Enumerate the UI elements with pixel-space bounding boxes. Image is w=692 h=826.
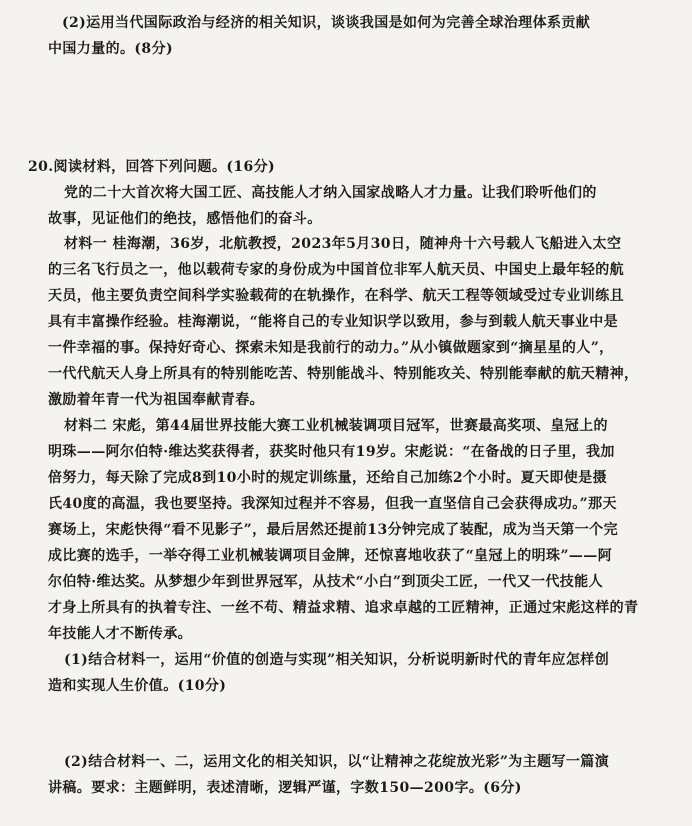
material2-line: 材料二 宋彪，第44届世界技能大赛工业机械装调项目冠军，世赛最高奖项、皇冠上的	[64, 418, 608, 434]
material1-line: 具有丰富操作经验。桂海潮说，“能将自己的专业知识学以致用，参与到载人航天事业中是	[48, 314, 619, 330]
question20-heading: 20.阅读材料，回答下列问题。(16分)	[28, 159, 276, 175]
material1-line: 一件幸福的事。保持好奇心、探索未知是我前行的动力。”从小镇做题家到“摘星星的人”，	[48, 340, 614, 356]
material2-line: 赛场上，宋彪快得“看不见影子”，最后居然还提前13分钟完成了装配，成为当天第一个完	[48, 522, 618, 538]
subquestion1-line2: 造和实现人生价值。(10分)	[48, 678, 227, 694]
subquestion2-line2: 讲稿。要求：主题鲜明，表述清晰，逻辑严谨，字数150—200字。(6分)	[48, 780, 522, 796]
prev-question-part2-line1: (2)运用当代国际政治与经济的相关知识，谈谈我国是如何为完善全球治理体系贡献	[62, 15, 591, 31]
material1-line: 材料一 桂海潮，36岁，北航教授，2023年5月30日，随神舟十六号载人飞船进入太空	[64, 236, 622, 252]
material2-line: 氏40度的高温，我也要坚持。我深知过程并不容易，但我一直坚信自己会获得成功。”那天	[48, 496, 617, 512]
question20-intro-line1: 党的二十大首次将大国工匠、高技能人才纳入国家战略人才力量。让我们聆听他们的	[64, 185, 597, 201]
material1-line: 一代代航天人身上所具有的特别能吃苦、特别能战斗、特别能攻关、特别能奉献的航天精神，	[48, 366, 639, 382]
material2-line: 成比赛的选手，一举夺得工业机械装调项目金牌，还惊喜地收获了“皇冠上的明珠”——阿	[48, 548, 613, 564]
question20-intro-line2: 故事，见证他们的绝技，感悟他们的奋斗。	[48, 211, 322, 227]
material2-line: 年技能人才不断传承。	[48, 626, 192, 642]
subquestion1-line1: (1)结合材料一，运用“价值的创造与实现”相关知识，分析说明新时代的青年应怎样创	[64, 652, 610, 668]
material2-line: 明珠——阿尔伯特·维达奖获得者，获奖时他只有19岁。宋彪说：“在备战的日子里，我加	[48, 444, 615, 460]
material2-line: 才身上所具有的执着专注、一丝不苟、精益求精、追求卓越的工匠精神，正通过宋彪这样的青	[48, 600, 639, 616]
prev-question-part2-line2: 中国力量的。(8分)	[48, 41, 173, 57]
material1-line: 的三名飞行员之一，他以载荷专家的身份成为中国首位非军人航天员、中国史上最年轻的航	[48, 262, 624, 278]
subquestion2-line1: (2)结合材料一、二，运用文化的相关知识，以“让精神之花绽放光彩”为主题写一篇演	[64, 754, 610, 770]
material2-line: 尔伯特·维达奖。从梦想少年到世界冠军，从技术“小白”到顶尖工匠，一代又一代技能人	[48, 574, 603, 590]
material1-line: 天员，他主要负责空间科学实验载荷的在轨操作，在科学、航天工程等领域受过专业训练且	[48, 288, 624, 304]
material1-line: 激励着年青一代为祖国奉献青春。	[48, 392, 264, 408]
material2-line: 倍努力，每天除了完成8到10小时的规定训练量，还给自己加练2个小时。夏天即使是摄	[48, 470, 607, 486]
